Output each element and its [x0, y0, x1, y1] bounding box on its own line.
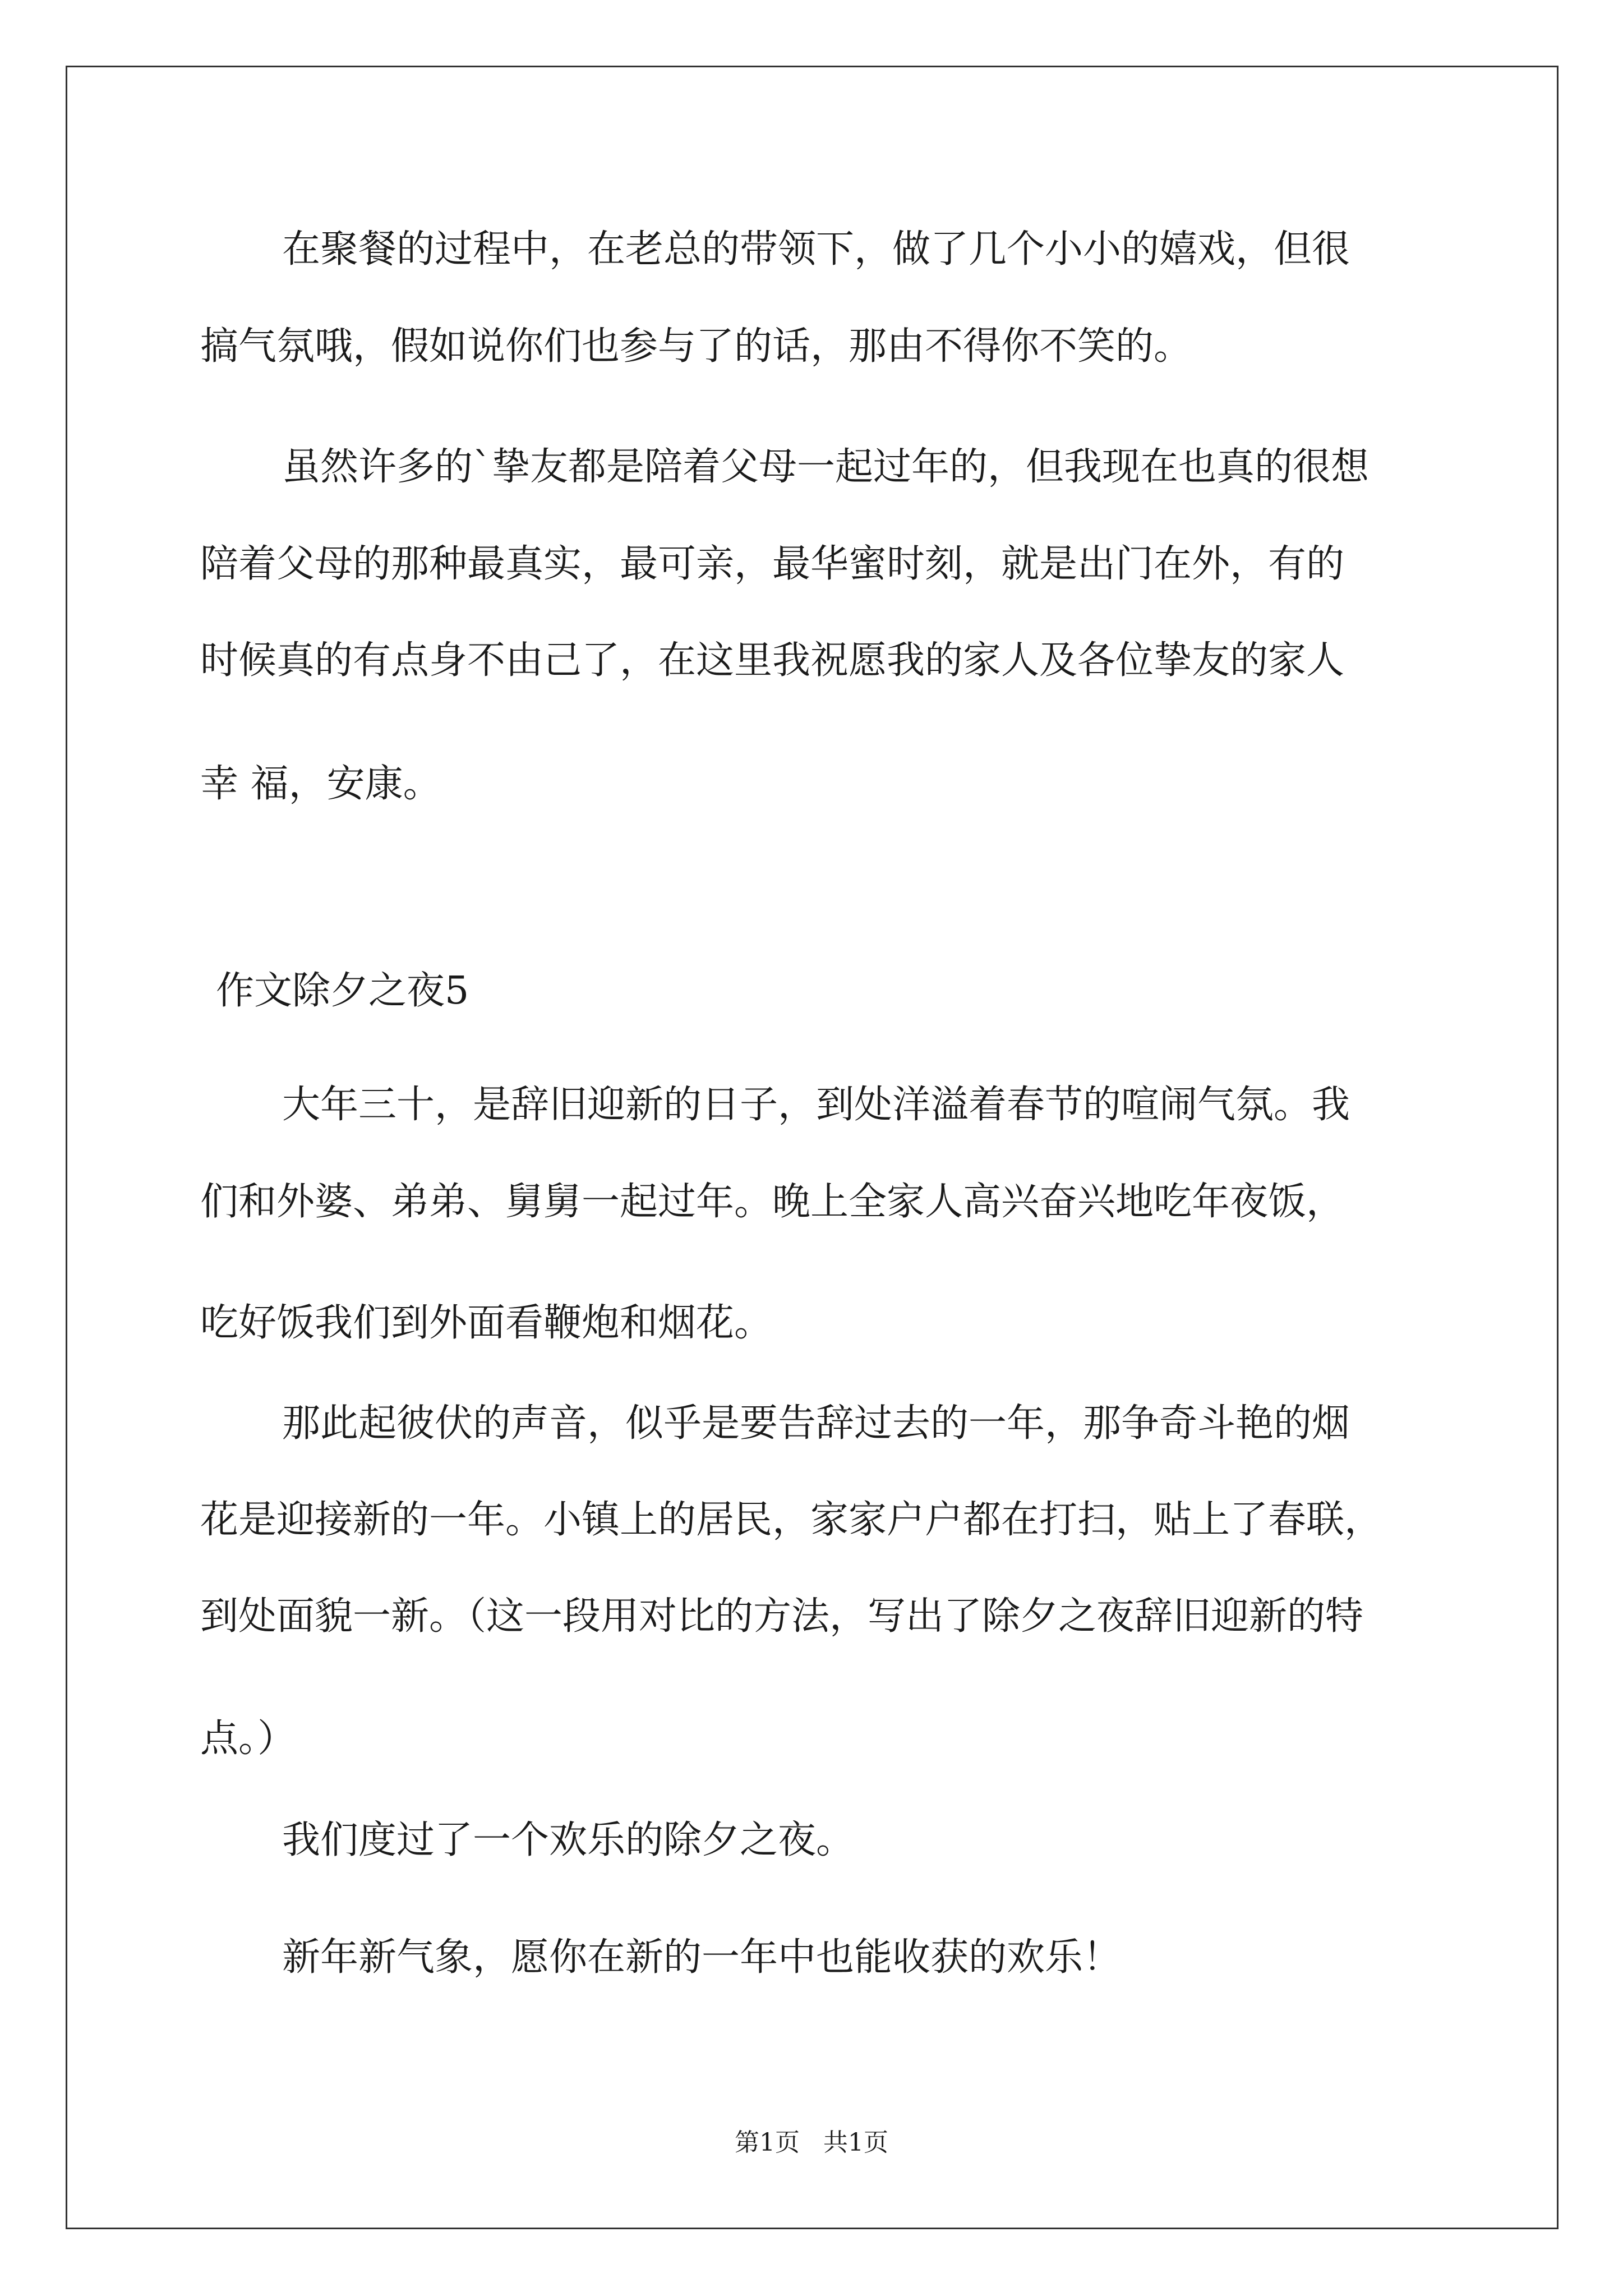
paragraph-4-line-4: 点。） [200, 1717, 296, 1761]
paragraph-1-line-1: 在聚餐的过程中，在老总的带领下，做了几个小小的嬉戏，但很 [282, 227, 1350, 272]
page-border [66, 66, 1559, 2229]
page-number-footer: 第1页 共1页 [735, 2128, 888, 2157]
paragraph-3-line-3: 吃好饭我们到外面看鞭炮和烟花。 [200, 1301, 773, 1345]
paragraph-3-line-2: 们和外婆、弟弟、舅舅一起过年。晚上全家人高兴奋兴地吃年夜饭， [200, 1180, 1345, 1224]
paragraph-6-line-1: 新年新气象，愿你在新的一年中也能收获的欢乐！ [282, 1935, 1122, 1980]
paragraph-2-line-4: 幸 福，安康。 [200, 762, 441, 806]
paragraph-3-line-1: 大年三十，是辞旧迎新的日子，到处洋溢着春节的喧闹气氛。我 [282, 1083, 1350, 1127]
paragraph-4-line-3: 到处面貌一新。（这一段用对比的方法，写出了除夕之夜辞旧迎新的特 [200, 1594, 1364, 1639]
section-heading: 作文除夕之夜5 [216, 969, 469, 1013]
paragraph-5-line-1: 我们度过了一个欢乐的除夕之夜。 [282, 1818, 855, 1862]
paragraph-2-line-1: 虽然许多的`挚友都是陪着父母一起过年的，但我现在也真的很想 [282, 445, 1370, 489]
paragraph-4-line-1: 那此起彼伏的声音，似乎是要告辞过去的一年，那争奇斗艳的烟 [282, 1401, 1350, 1446]
paragraph-4-line-2: 花是迎接新的一年。小镇上的居民，家家户户都在打扫，贴上了春联， [200, 1498, 1383, 1542]
paragraph-2-line-3: 时候真的有点身不由己了，在这里我祝愿我的家人及各位挚友的家人 [200, 638, 1345, 683]
paragraph-1-line-2: 搞气氛哦，假如说你们也参与了的话，那由不得你不笑的。 [200, 324, 1192, 369]
paragraph-2-line-2: 陪着父母的那种最真实，最可亲，最华蜜时刻，就是出门在外，有的 [200, 542, 1345, 586]
